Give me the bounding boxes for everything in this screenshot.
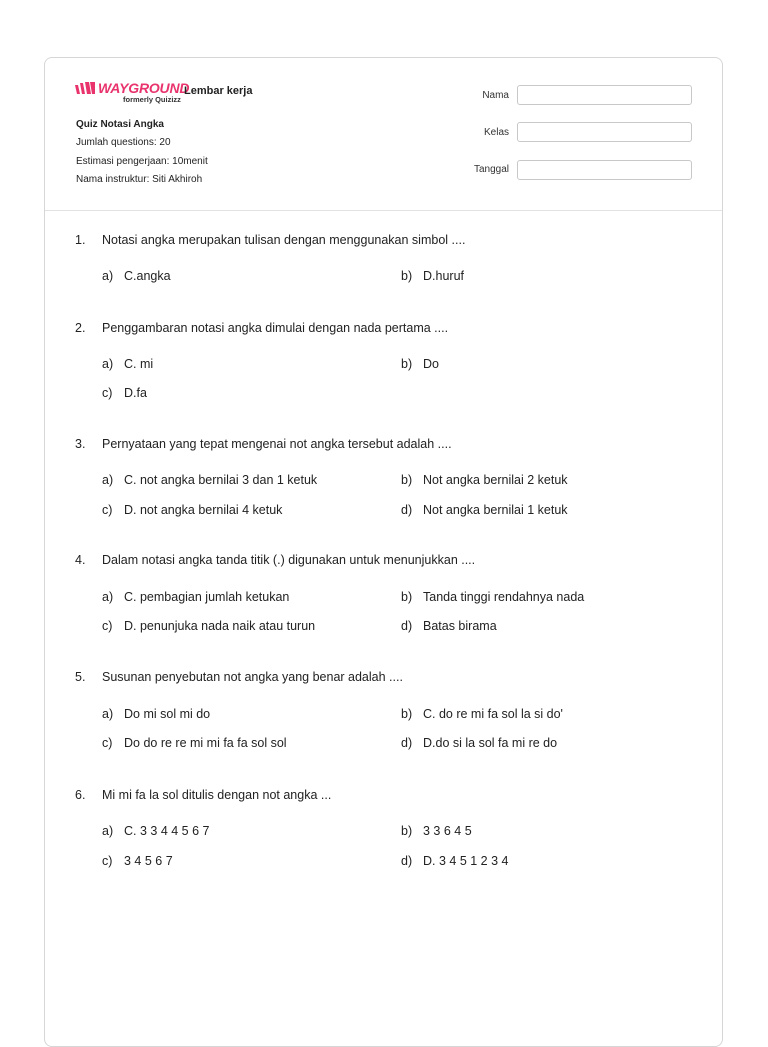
option-letter: d) — [401, 503, 413, 517]
option-4b[interactable] — [401, 590, 584, 604]
question-text: Mi mi fa la sol ditulis dengan not angka ... — [102, 788, 332, 802]
option-6a[interactable] — [102, 824, 209, 838]
option-text: Tanda tinggi rendahnya nada — [423, 590, 585, 604]
option-1a[interactable] — [102, 269, 171, 283]
option-letter: b) — [401, 473, 413, 487]
option-text: C. mi — [124, 357, 154, 371]
option-text: C. pembagian jumlah ketukan — [124, 590, 290, 604]
option-text: C. 3 3 4 4 5 6 7 — [124, 824, 210, 838]
worksheet-header — [45, 58, 722, 211]
option-3d[interactable] — [401, 503, 568, 517]
option-5c[interactable] — [102, 736, 287, 750]
option-1b[interactable] — [401, 269, 464, 283]
option-text: 3 4 5 6 7 — [124, 854, 173, 868]
option-text: Do do re re mi mi fa fa sol sol — [124, 736, 287, 750]
option-5d[interactable] — [401, 736, 557, 750]
date-label: Tanggal — [473, 164, 509, 175]
question-number: 1. — [75, 233, 86, 247]
option-4a[interactable] — [102, 590, 289, 604]
option-6c[interactable] — [102, 854, 173, 868]
instructor-name: Nama instruktur: Siti Akhiroh — [76, 173, 203, 185]
option-letter: d) — [401, 736, 413, 750]
option-text: D. penunjuka nada naik atau turun — [124, 619, 316, 633]
option-text: Do mi sol mi do — [124, 707, 211, 721]
option-4c[interactable] — [102, 619, 315, 633]
option-4d[interactable] — [401, 619, 497, 633]
question-number: 5. — [75, 670, 86, 684]
option-letter: a) — [102, 707, 114, 721]
brand-logo — [75, 80, 189, 104]
option-text: Do — [423, 357, 439, 371]
question-number: 2. — [75, 321, 86, 335]
option-2b[interactable] — [401, 357, 439, 371]
time-estimate: Estimasi pengerjaan: 10menit — [76, 155, 208, 167]
option-text: Not angka bernilai 2 ketuk — [423, 473, 568, 487]
question-number: 4. — [75, 553, 86, 567]
option-letter: b) — [401, 357, 413, 371]
option-text: C. do re mi fa sol la si do' — [423, 707, 563, 721]
option-text: D. not angka bernilai 4 ketuk — [124, 503, 283, 517]
option-letter: c) — [102, 619, 113, 633]
class-label: Kelas — [483, 127, 509, 138]
option-text: D. 3 4 5 1 2 3 4 — [423, 854, 509, 868]
option-letter: c) — [102, 854, 113, 868]
option-text: D.do si la sol fa mi re do — [423, 736, 558, 750]
option-6d[interactable] — [401, 854, 508, 868]
option-2a[interactable] — [102, 357, 153, 371]
question-number: 6. — [75, 788, 86, 802]
option-letter: d) — [401, 619, 413, 633]
option-5a[interactable] — [102, 707, 210, 721]
option-2c[interactable] — [102, 386, 147, 400]
option-3c[interactable] — [102, 503, 282, 517]
question-text: Penggambaran notasi angka dimulai dengan nada pertama .... — [102, 321, 449, 335]
option-text: D.huruf — [423, 269, 464, 283]
brand-subtitle: formerly Quizizz — [123, 95, 181, 104]
brand-mark-icon — [75, 82, 95, 94]
option-letter: a) — [102, 824, 114, 838]
brand-name: WAYGROUND — [98, 80, 190, 96]
question-text: Dalam notasi angka tanda titik (.) digunakan untuk menunjukkan .... — [102, 553, 476, 567]
option-letter: d) — [401, 854, 413, 868]
date-field[interactable] — [517, 160, 692, 180]
option-letter: b) — [401, 269, 413, 283]
option-letter: a) — [102, 357, 114, 371]
option-letter: b) — [401, 824, 413, 838]
option-text: 3 3 6 4 5 — [423, 824, 472, 838]
quiz-meta — [76, 116, 208, 189]
name-field[interactable] — [517, 85, 692, 105]
option-text: Not angka bernilai 1 ketuk — [423, 503, 568, 517]
name-label: Nama — [482, 90, 509, 101]
quiz-title: Quiz Notasi Angka — [76, 119, 164, 130]
worksheet-label: Lembar kerja — [184, 85, 253, 97]
option-letter: a) — [102, 473, 114, 487]
option-6b[interactable] — [401, 824, 472, 838]
worksheet-page — [44, 57, 723, 1047]
option-letter: a) — [102, 269, 114, 283]
question-count: Jumlah questions: 20 — [76, 137, 171, 149]
option-text: D.fa — [124, 386, 147, 400]
option-text: Batas birama — [423, 619, 497, 633]
question-text: Susunan penyebutan not angka yang benar adalah .... — [102, 670, 403, 684]
option-3b[interactable] — [401, 473, 568, 487]
option-5b[interactable] — [401, 707, 563, 721]
question-text: Notasi angka merupakan tulisan dengan menggunakan simbol .... — [102, 233, 466, 247]
option-letter: c) — [102, 503, 113, 517]
option-letter: c) — [102, 736, 113, 750]
option-letter: c) — [102, 386, 113, 400]
class-field[interactable] — [517, 122, 692, 142]
option-3a[interactable] — [102, 473, 317, 487]
option-text: C.angka — [124, 269, 171, 283]
option-letter: b) — [401, 707, 413, 721]
question-number: 3. — [75, 437, 86, 451]
question-text: Pernyataan yang tepat mengenai not angka tersebut adalah .... — [102, 437, 452, 451]
option-text: C. not angka bernilai 3 dan 1 ketuk — [124, 473, 318, 487]
option-letter: a) — [102, 590, 114, 604]
option-letter: b) — [401, 590, 413, 604]
